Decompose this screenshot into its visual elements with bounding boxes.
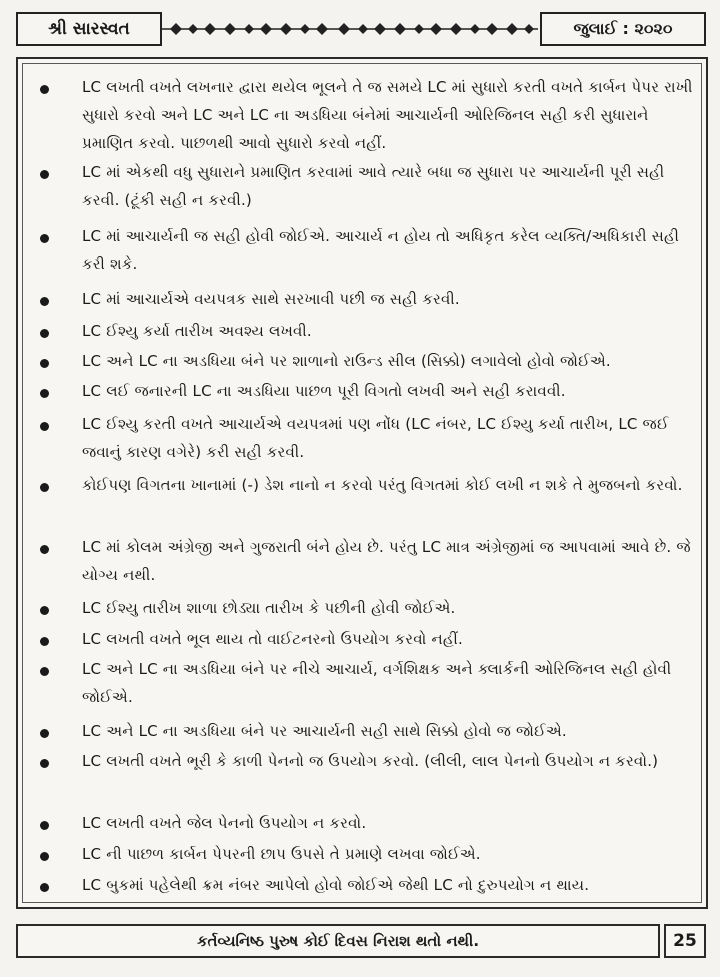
bullet-icon (40, 667, 49, 676)
list-item-text: LC અને LC ના અડધિયા બંને પર શાળાનો રાઉન્ડ સીલ (સિક્કો) લગાવેલો હોવો જોઈએ. (82, 352, 611, 370)
list-item-text: કોઈપણ વિગતના ખાનામાં (-) ડેશ નાનો ન કરવો પરંતુ વિગતમાં કોઈ લખી ન શકે તે મુજબનો કરવો. (82, 476, 683, 494)
bullet-icon (40, 389, 49, 398)
list-item-text: LC બુકમાં પહેલેથી ક્રમ નંબર આપેલો હોવો જોઈએ જેથી LC નો દુરુપયોગ ન થાય. (82, 876, 590, 894)
bullet-icon (40, 359, 49, 368)
bullet-icon (40, 821, 49, 830)
list-item-text: LC માં એકથી વધુ સુધારાને પ્રમાણિત કરવામાં આવે ત્યારે બધા જ સુધારા પર આચાર્યની પૂરી સહી કરવી. (ટૂંકી સહી ન કરવી.) (82, 163, 665, 209)
bullet-icon (40, 606, 49, 615)
page-number: 25 (664, 924, 706, 958)
list-item-text: LC લખતી વખતે ભૂલ થાય તો વાઈટનરનો ઉપયોગ કરવો નહીં. (82, 630, 463, 648)
diamond-ornament-icon (162, 12, 540, 46)
bullet-icon (40, 483, 49, 492)
bullet-icon (40, 329, 49, 338)
bullet-icon (40, 297, 49, 306)
list-item-text: LC લઈ જનારની LC ના અડધિયા પાછળ પૂરી વિગતો લખવી અને સહી કરાવવી. (82, 382, 566, 400)
list-item-text: LC ઈશ્યુ કર્યા તારીખ અવશ્ય લખવી. (82, 322, 312, 340)
list-item-text: LC માં આચાર્યએ વયપત્રક સાથે સરખાવી પછી જ સહી કરવી. (82, 290, 460, 308)
issue-month: જુલાઈ : ૨૦૨૦ (540, 12, 706, 46)
content-box (16, 57, 708, 909)
bullet-icon (40, 170, 49, 179)
list-item-text: LC ઈશ્યુ કરતી વખતે આચાર્યએ વયપત્રમાં પણ નોંધ (LC નંબર, LC ઈશ્યુ કર્યા તારીખ, LC જઈ જવાનું કારણ વગેરે) કરી સહી કરવી. (82, 415, 669, 461)
bullet-icon (40, 852, 49, 861)
bullet-icon (40, 883, 49, 892)
footer-motto: કર્તવ્યનિષ્ઠ પુરુષ કોઈ દિવસ નિરાશ થતો નથી. (16, 924, 660, 958)
magazine-title: શ્રી સારસ્વત (16, 12, 162, 46)
list-item-text: LC ની પાછળ કાર્બન પેપરની છાપ ઉપસે તે પ્રમાણે લખવા જોઈએ. (82, 845, 481, 863)
bullet-icon (40, 85, 49, 94)
list-item-text: LC અને LC ના અડધિયા બંને પર નીચે આચાર્ય, વર્ગશિક્ષક અને ક્લાર્કની ઓરિજિનલ સહી હોવી જોઈએ. (82, 660, 672, 706)
list-item-text: LC લખતી વખતે ભૂરી કે કાળી પેનનો જ ઉપયોગ કરવો. (લીલી, લાલ પેનનો ઉપયોગ ન કરવો.) (82, 752, 659, 770)
list-item-text: LC અને LC ના અડધિયા બંને પર આચાર્યની સહી સાથે સિક્કો હોવો જ જોઈએ. (82, 722, 567, 740)
list-item-text: LC માં આચાર્યની જ સહી હોવી જોઈએ. આચાર્ય ન હોય તો અધિકૃત કરેલ વ્યક્તિ/અધિકારી સહી કરી શકે. (82, 227, 680, 273)
list-item-text: LC માં કોલમ અંગ્રેજી અને ગુજરાતી બંને હોય છે. પરંતુ LC માત્ર અંગ્રેજીમાં જ આપવામાં આવે છે. જે યોગ્ય નથી. (82, 538, 691, 584)
bullet-icon (40, 729, 49, 738)
page-header (16, 12, 706, 46)
list-item-text: LC ઈશ્યુ તારીખ શાળા છોડ્યા તારીખ કે પછીની હોવી જોઈએ. (82, 599, 456, 617)
list-item-text: LC લખતી વખતે જેલ પેનનો ઉપયોગ ન કરવો. (82, 814, 367, 832)
bullet-icon (40, 545, 49, 554)
bullet-icon (40, 759, 49, 768)
bullet-icon (40, 422, 49, 431)
list-item-text: LC લખતી વખતે લખનાર દ્વારા થયેલ ભૂલને તે જ સમયે LC માં સુધારો કરતી વખતે કાર્બન પેપર રાખી સુધારો કરવો અને LC અને LC ના અડધિયા બંનેમાં આચાર્યની ઓરિજિનલ સહી કરી સુધારાને પ્રમાણિત કરવો. પાછળથી આવો સુધારો કરવો નહીં. (82, 78, 693, 152)
bullet-icon (40, 637, 49, 646)
bullet-icon (40, 234, 49, 243)
